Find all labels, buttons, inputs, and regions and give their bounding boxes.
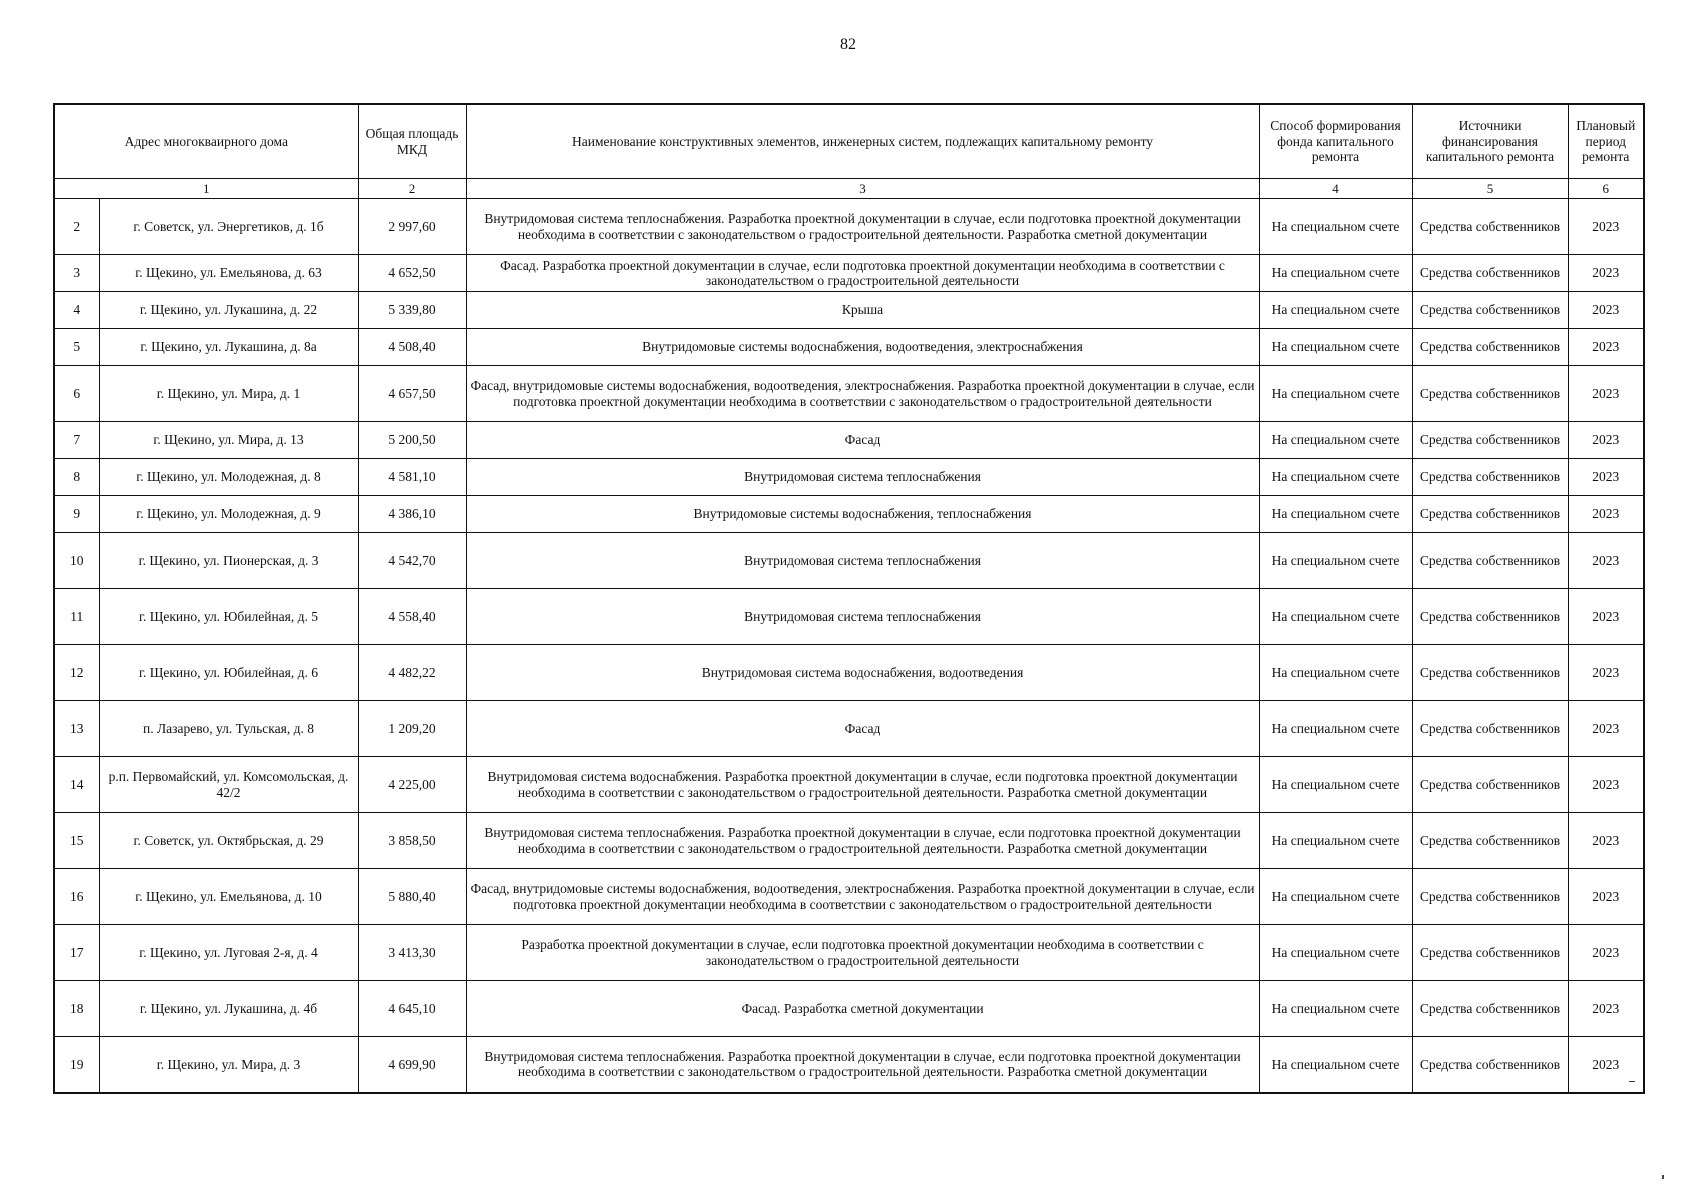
row-funding-source: Средства собственников [1412,1037,1568,1093]
row-planned-year: 2023 [1568,701,1644,757]
row-planned-year: 2023 [1568,645,1644,701]
row-elements: Внутридомовая система теплоснабжения. Разработка проектной документации в случае, если подготовка проектной документации необходима в соответствии с законодательством о градостроительной деятельности. Разработка сметной документации [466,813,1259,869]
row-elements: Фасад. Разработка проектной документации в случае, если подготовка проектной документации необходима в соответствии с законодательством о градостроительной деятельности [466,255,1259,292]
row-address: г. Щекино, ул. Лукашина, д. 4б [99,981,358,1037]
row-address: г. Щекино, ул. Юбилейная, д. 5 [99,589,358,645]
row-planned-year: 2023 [1568,496,1644,533]
row-address: г. Щекино, ул. Лукашина, д. 22 [99,292,358,329]
row-elements: Фасад [466,701,1259,757]
row-funding-method: На специальном счете [1259,1037,1412,1093]
header-elements: Наименование конструктивных элементов, инженерных систем, подлежащих капитальному ремонту [466,104,1259,179]
row-address: г. Щекино, ул. Молодежная, д. 9 [99,496,358,533]
row-area: 4 386,10 [358,496,466,533]
row-funding-source: Средства собственников [1412,329,1568,366]
row-elements: Внутридомовая система теплоснабжения [466,533,1259,589]
row-area: 5 339,80 [358,292,466,329]
row-address: г. Щекино, ул. Пионерская, д. 3 [99,533,358,589]
row-planned-year: 2023 [1568,533,1644,589]
row-area: 4 482,22 [358,645,466,701]
table-row [54,496,1644,533]
row-area: 3 413,30 [358,925,466,981]
column-number: 4 [1259,179,1412,199]
row-area: 4 558,40 [358,589,466,645]
scan-speck [1662,1175,1664,1179]
row-funding-method: На специальном счете [1259,701,1412,757]
row-address: г. Советск, ул. Октябрьская, д. 29 [99,813,358,869]
row-elements: Внутридомовая система водоснабжения. Разработка проектной документации в случае, если подготовка проектной документации необходима в соответствии с законодательством о градостроительной деятельности. Разработка сметной документации [466,757,1259,813]
table-row [54,589,1644,645]
row-area: 4 657,50 [358,366,466,422]
header-source: Источники финансирования капитального ремонта [1412,104,1568,179]
row-funding-method: На специальном счете [1259,589,1412,645]
table-row [54,1037,1644,1093]
row-planned-year: 2023 [1568,813,1644,869]
row-funding-source: Средства собственников [1412,496,1568,533]
row-funding-method: На специальном счете [1259,366,1412,422]
row-number: 12 [54,645,99,701]
row-funding-method: На специальном счете [1259,981,1412,1037]
table-row [54,645,1644,701]
row-funding-method: На специальном счете [1259,869,1412,925]
row-area: 4 699,90 [358,1037,466,1093]
column-number: 3 [466,179,1259,199]
row-elements: Разработка проектной документации в случае, если подготовка проектной документации необходима в соответствии с законодательством о градостроительной деятельности [466,925,1259,981]
row-funding-method: На специальном счете [1259,422,1412,459]
row-elements: Внутридомовые системы водоснабжения, водоотведения, электроснабжения [466,329,1259,366]
row-funding-source: Средства собственников [1412,757,1568,813]
row-planned-year: 2023 [1568,255,1644,292]
table-row [54,199,1644,255]
row-number: 15 [54,813,99,869]
row-funding-source: Средства собственников [1412,533,1568,589]
row-number: 19 [54,1037,99,1093]
table-row [54,981,1644,1037]
table-row [54,292,1644,329]
row-funding-method: На специальном счете [1259,813,1412,869]
row-funding-source: Средства собственников [1412,813,1568,869]
table-row [54,757,1644,813]
row-number: 8 [54,459,99,496]
row-planned-year: 2023 [1568,422,1644,459]
row-funding-source: Средства собственников [1412,255,1568,292]
row-number: 6 [54,366,99,422]
row-number: 16 [54,869,99,925]
column-number: 1 [54,179,358,199]
row-area: 3 858,50 [358,813,466,869]
row-elements: Внутридомовые системы водоснабжения, теплоснабжения [466,496,1259,533]
row-funding-source: Средства собственников [1412,925,1568,981]
row-funding-method: На специальном счете [1259,925,1412,981]
row-number: 17 [54,925,99,981]
row-address: г. Щекино, ул. Мира, д. 1 [99,366,358,422]
row-planned-year: 2023 [1568,981,1644,1037]
row-number: 9 [54,496,99,533]
row-area: 4 508,40 [358,329,466,366]
row-funding-source: Средства собственников [1412,199,1568,255]
row-elements: Внутридомовая система теплоснабжения. Разработка проектной документации в случае, если подготовка проектной документации необходима в соответствии с законодательством о градостроительной деятельности. Разработка сметной документации [466,199,1259,255]
row-funding-method: На специальном счете [1259,199,1412,255]
table-row [54,813,1644,869]
row-elements: Фасад, внутридомовые системы водоснабжения, водоотведения, электроснабжения. Разработка проектной документации в случае, если подготовка проектной документации необходима в соответствии с законодательством о градостроительной деятельности [466,869,1259,925]
row-number: 4 [54,292,99,329]
row-address: г. Щекино, ул. Мира, д. 3 [99,1037,358,1093]
row-planned-year: 2023 [1568,869,1644,925]
row-area: 4 225,00 [358,757,466,813]
table-row [54,366,1644,422]
row-elements: Внутридомовая система теплоснабжения [466,589,1259,645]
row-area: 5 880,40 [358,869,466,925]
row-funding-source: Средства собственников [1412,422,1568,459]
row-funding-source: Средства собственников [1412,981,1568,1037]
row-elements: Фасад. Разработка сметной документации [466,981,1259,1037]
row-planned-year: 2023 [1568,329,1644,366]
row-funding-source: Средства собственников [1412,589,1568,645]
row-funding-method: На специальном счете [1259,757,1412,813]
row-address: г. Щекино, ул. Юбилейная, д. 6 [99,645,358,701]
row-planned-year: 2023 [1568,589,1644,645]
row-funding-method: На специальном счете [1259,496,1412,533]
row-funding-method: На специальном счете [1259,645,1412,701]
row-area: 4 652,50 [358,255,466,292]
row-funding-method: На специальном счете [1259,255,1412,292]
row-funding-method: На специальном счете [1259,292,1412,329]
row-funding-source: Средства собственников [1412,701,1568,757]
row-address: г. Щекино, ул. Молодежная, д. 8 [99,459,358,496]
row-funding-method: На специальном счете [1259,459,1412,496]
row-elements: Фасад, внутридомовые системы водоснабжения, водоотведения, электроснабжения. Разработка проектной документации в случае, если подготовка проектной документации необходима в соответствии с законодательством о градостроительной деятельности [466,366,1259,422]
row-address: р.п. Первомайский, ул. Комсомольская, д. 42/2 [99,757,358,813]
row-number: 18 [54,981,99,1037]
page-number: 82 [840,36,856,53]
column-number: 6 [1568,179,1644,199]
row-number: 13 [54,701,99,757]
row-planned-year: 2023 [1568,366,1644,422]
row-number: 7 [54,422,99,459]
row-elements: Внутридомовая система теплоснабжения. Разработка проектной документации в случае, если подготовка проектной документации необходима в соответствии с законодательством о градостроительной деятельности. Разработка сметной документации [466,1037,1259,1093]
row-area: 1 209,20 [358,701,466,757]
row-number: 11 [54,589,99,645]
row-elements: Внутридомовая система водоснабжения, водоотведения [466,645,1259,701]
header-period: Плановый период ремонта [1568,104,1644,179]
row-area: 5 200,50 [358,422,466,459]
column-number: 2 [358,179,466,199]
row-planned-year: 2023 [1568,459,1644,496]
table-row [54,701,1644,757]
header-method: Способ формирования фонда капитального ремонта [1259,104,1412,179]
row-funding-source: Средства собственников [1412,292,1568,329]
table-row [54,255,1644,292]
row-elements: Крыша [466,292,1259,329]
table-row [54,459,1644,496]
row-funding-source: Средства собственников [1412,459,1568,496]
table-row [54,869,1644,925]
header-address: Адрес многокваирного дома [54,104,358,179]
row-number: 10 [54,533,99,589]
column-number-row [54,179,1644,199]
row-number: 2 [54,199,99,255]
row-address: г. Щекино, ул. Емельянова, д. 63 [99,255,358,292]
table-header-row [54,104,1644,179]
column-number: 5 [1412,179,1568,199]
row-funding-method: На специальном счете [1259,329,1412,366]
table-row [54,422,1644,459]
table-row [54,329,1644,366]
row-area: 2 997,60 [358,199,466,255]
row-address: г. Советск, ул. Энергетиков, д. 1б [99,199,358,255]
row-address: г. Щекино, ул. Мира, д. 13 [99,422,358,459]
row-elements: Внутридомовая система теплоснабжения [466,459,1259,496]
header-area: Общая площадь МКД [358,104,466,179]
row-funding-source: Средства собственников [1412,645,1568,701]
row-address: г. Щекино, ул. Лукашина, д. 8а [99,329,358,366]
row-number: 5 [54,329,99,366]
row-funding-method: На специальном счете [1259,533,1412,589]
row-planned-year: 2023 [1568,925,1644,981]
table-row [54,925,1644,981]
row-number: 14 [54,757,99,813]
row-area: 4 645,10 [358,981,466,1037]
row-address: г. Щекино, ул. Луговая 2-я, д. 4 [99,925,358,981]
row-planned-year: 2023 [1568,757,1644,813]
row-planned-year: 2023 [1568,292,1644,329]
row-funding-source: Средства собственников [1412,869,1568,925]
row-planned-year: 2023 [1568,199,1644,255]
table-row [54,533,1644,589]
row-area: 4 581,10 [358,459,466,496]
row-planned-year: 2023 [1568,1037,1644,1093]
repair-plan-table [53,103,1645,1094]
table-body [54,199,1644,1093]
row-number: 3 [54,255,99,292]
row-area: 4 542,70 [358,533,466,589]
scan-mark [1629,1081,1635,1082]
row-funding-source: Средства собственников [1412,366,1568,422]
row-elements: Фасад [466,422,1259,459]
row-address: п. Лазарево, ул. Тульская, д. 8 [99,701,358,757]
row-address: г. Щекино, ул. Емельянова, д. 10 [99,869,358,925]
